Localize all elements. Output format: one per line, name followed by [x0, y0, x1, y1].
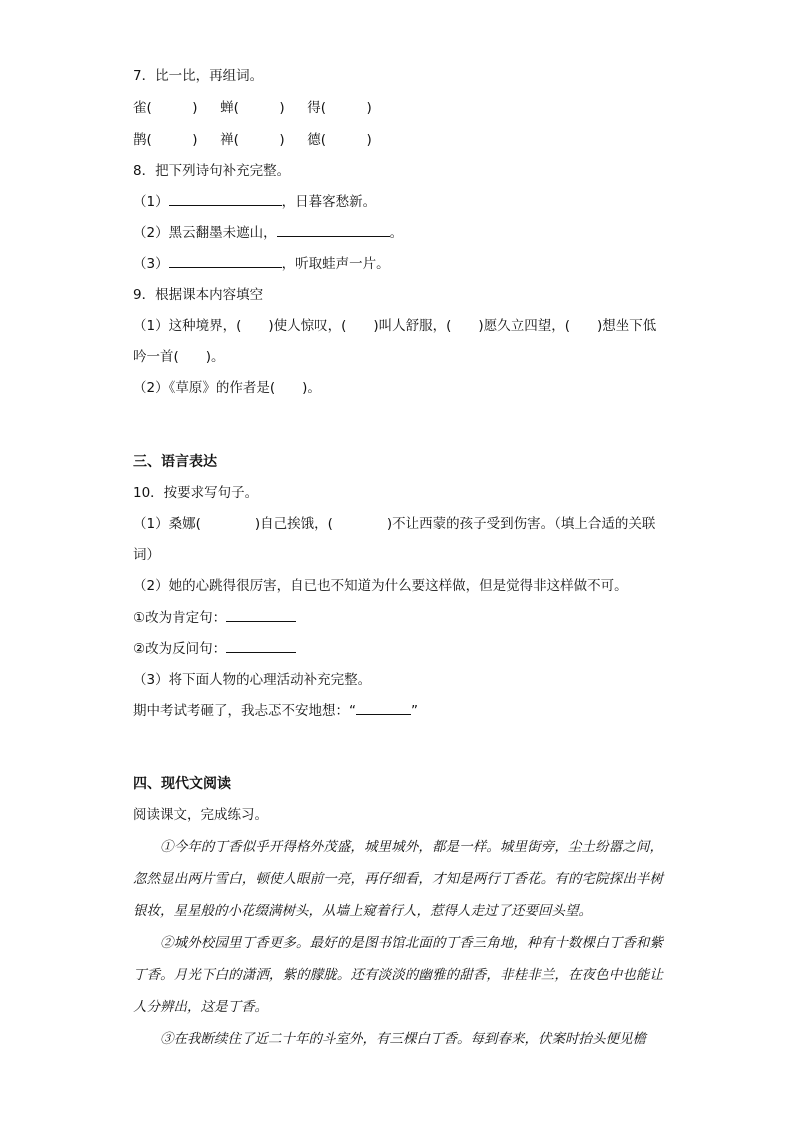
q8-l2-suffix: 。	[389, 225, 404, 241]
answer-blank[interactable]	[169, 255, 282, 268]
q7-item-que2: 鹊( )	[133, 132, 198, 148]
q10-line6: （3）将下面人物的心理活动补充完整。	[133, 672, 372, 688]
q7-item-que: 雀( )	[133, 100, 198, 116]
q10-affirmative-label: ①改为肯定句：	[133, 610, 227, 626]
q8-line3	[133, 254, 390, 274]
q8-line1	[133, 192, 376, 212]
q7-row1	[133, 98, 372, 118]
q10-line4	[133, 608, 296, 628]
q9-title: 9．根据课本内容填空	[133, 287, 264, 303]
section-3-heading: 三、语言表达	[133, 454, 217, 470]
q7-item-de: 得( )	[307, 100, 372, 116]
q8-l1-suffix: ，日暮客愁新。	[281, 194, 377, 210]
q10-l7-suffix: ”	[411, 703, 418, 719]
reading-intro: 阅读课文，完成练习。	[133, 807, 268, 823]
q7-item-de2: 德( )	[307, 132, 372, 148]
q10-rhetorical-label: ②改为反问句：	[133, 641, 227, 657]
answer-blank[interactable]	[226, 609, 296, 622]
reading-paragraph-3: ③在我断续住了近二十年的斗室外，有三棵白丁香。每到春来，伏案时抬头便见檐	[160, 1031, 646, 1047]
q9-line3: （2）《草原》的作者是( )。	[133, 380, 321, 396]
q8-l2-prefix: （2）黑云翻墨未遮山，	[133, 225, 277, 241]
q10-line3: （2）她的心跳得很厉害，自已也不知道为什么要这样做，但是觉得非这样做不可。	[133, 578, 628, 594]
q8-line2	[133, 223, 403, 243]
q7-item-chan2: 禅( )	[220, 132, 285, 148]
q7-row2	[133, 130, 372, 150]
q9-line2: 吟一首( )。	[133, 349, 225, 365]
reading-paragraph-2: ②城外校园里丁香更多。最好的是图书馆北面的丁香三角地，种有十数棵白丁香和紫丁香。月光下白的潇洒，紫的朦胧。还有淡淡的幽雅的甜香，非桂非兰，在夜色中也能让人分辨出，这是丁香。	[133, 935, 663, 1015]
reading-paragraph-1: ①今年的丁香似乎开得格外茂盛，城里城外，都是一样。城里街旁，尘土纷嚣之间，忽然显出两片雪白，顿使人眼前一亮，再仔细看，才知是两行丁香花。有的宅院探出半树银妆，星星般的小花缀满树头，从墙上窥着行人，惹得人走过了还要回头望。	[133, 839, 663, 919]
answer-blank[interactable]	[356, 702, 411, 715]
q8-l3-prefix: （3）	[133, 256, 169, 272]
answer-blank[interactable]	[226, 640, 296, 653]
q8-l3-suffix: ，听取蛙声一片。	[281, 256, 390, 272]
q10-line2: 词）	[133, 547, 160, 563]
q10-line7	[133, 701, 418, 721]
q10-l7-prefix: 期中考试考砸了，我忐忑不安地想：“	[133, 703, 356, 719]
q9-line1: （1）这种境界，( )使人惊叹，( )叫人舒服，( )愿久立四望，( )想坐下低	[133, 318, 657, 334]
q10-line5	[133, 639, 296, 659]
q8-title: 8．把下列诗句补充完整。	[133, 163, 291, 179]
q10-line1: （1）桑娜( )自己挨饿，( )不让西蒙的孩子受到伤害。（填上合适的关联	[133, 516, 656, 532]
q8-l1-prefix: （1）	[133, 194, 169, 210]
q10-title: 10．按要求写句子。	[133, 485, 259, 501]
answer-blank[interactable]	[169, 193, 282, 206]
answer-blank[interactable]	[277, 224, 390, 237]
q7-title: 7．比一比，再组词。	[133, 68, 264, 84]
section-4-heading: 四、现代文阅读	[133, 776, 231, 792]
q7-item-chan: 蝉( )	[220, 100, 285, 116]
